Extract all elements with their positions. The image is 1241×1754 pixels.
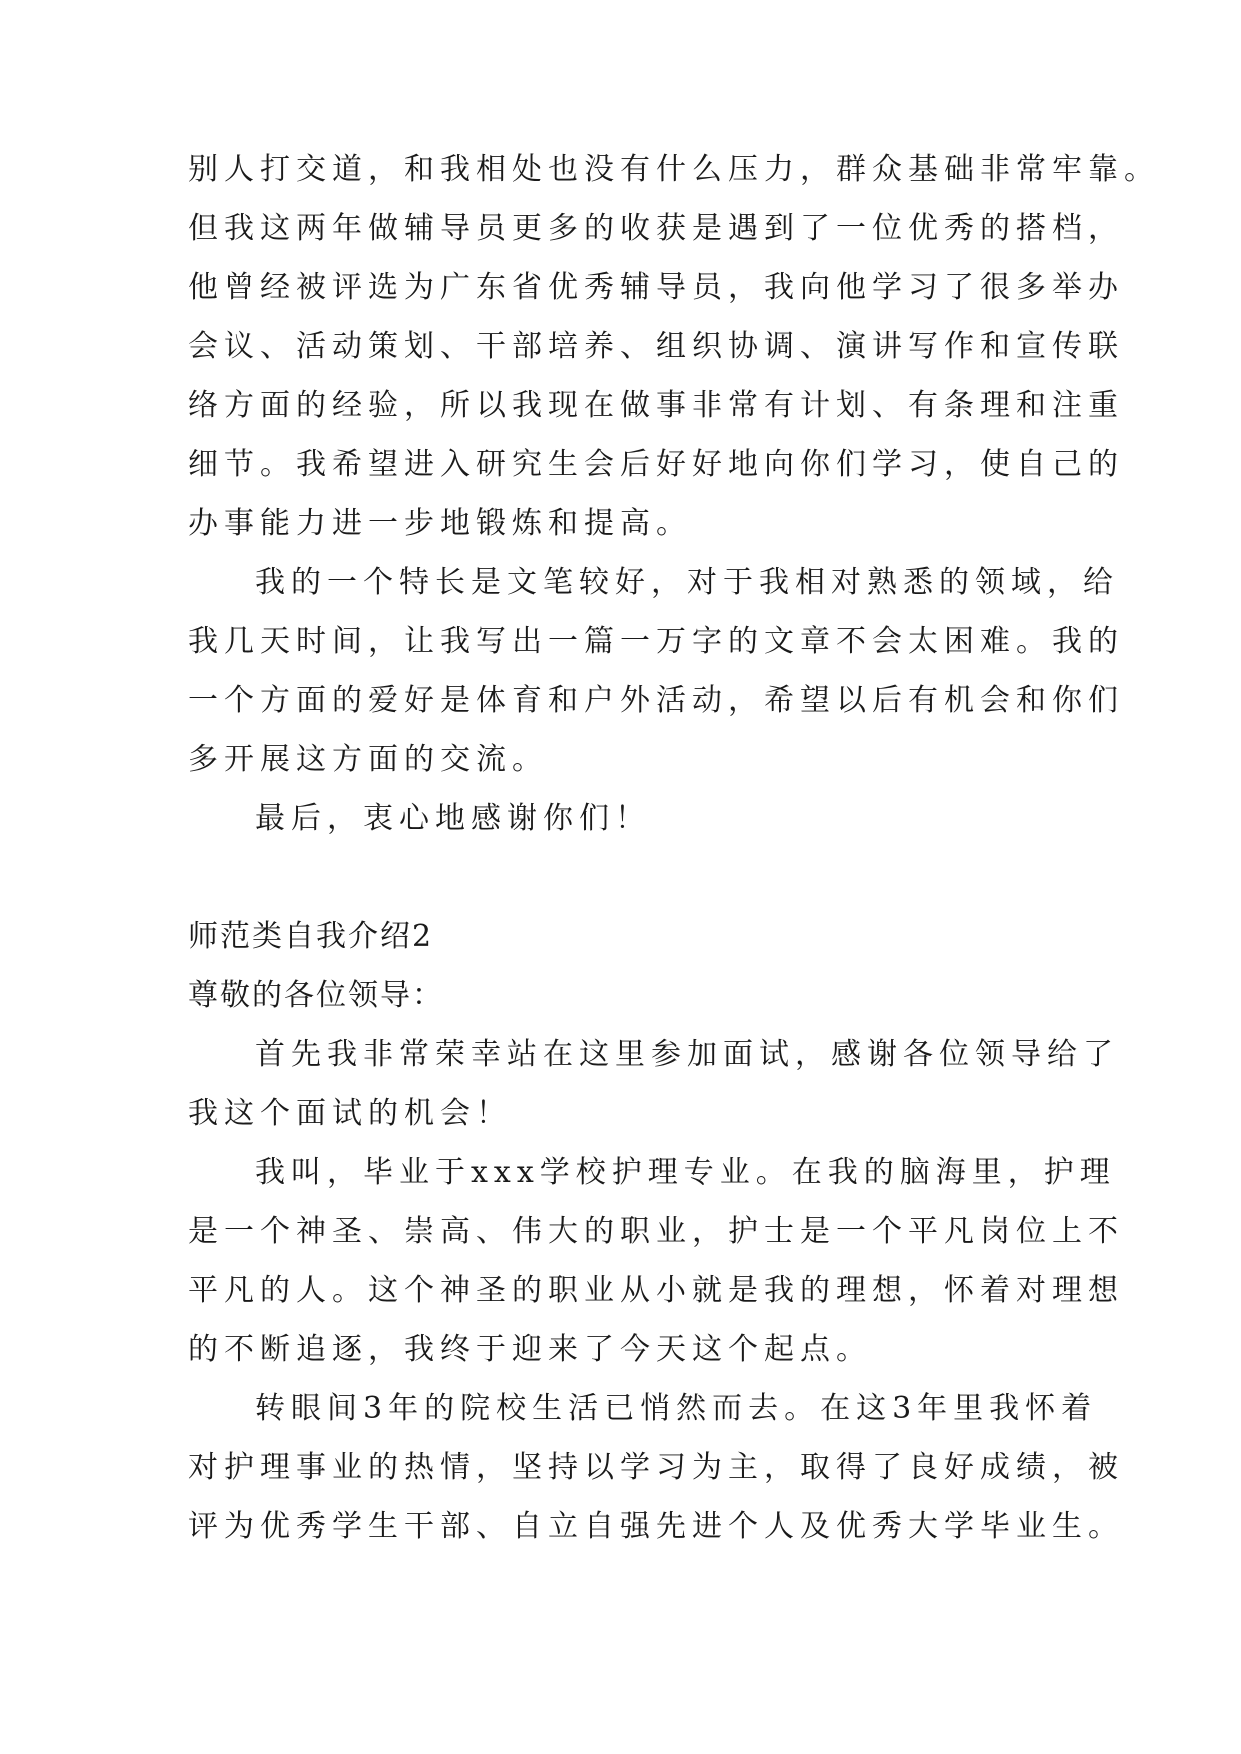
text-line: 我这个面试的机会！: [188, 1096, 512, 1131]
text-line: 络方面的经验，所以我现在做事非常有计划、有条理和注重: [188, 388, 1124, 423]
text-line: 多开展这方面的交流。: [188, 742, 548, 777]
text-line: 一个方面的爱好是体育和户外活动，希望以后有机会和你们: [188, 683, 1124, 718]
text-line: 但我这两年做辅导员更多的收获是遇到了一位优秀的搭档，: [188, 211, 1124, 246]
text-line: 评为优秀学生干部、自立自强先进个人及优秀大学毕业生。: [188, 1509, 1124, 1544]
text-line: 平凡的人。这个神圣的职业从小就是我的理想，怀着对理想: [188, 1273, 1124, 1308]
text-line: 别人打交道，和我相处也没有什么压力，群众基础非常牢靠。: [188, 152, 1160, 187]
text-line: 会议、活动策划、干部培养、组织协调、演讲写作和宣传联: [188, 329, 1124, 364]
text-line: 我叫，毕业于xxx学校护理专业。在我的脑海里，护理: [255, 1155, 1116, 1190]
closing-line: 最后，衷心地感谢你们！: [255, 801, 651, 836]
text-line: 他曾经被评选为广东省优秀辅导员，我向他学习了很多举办: [188, 270, 1124, 305]
section-title: 师范类自我介绍2: [188, 919, 434, 954]
text-line: 我几天时间，让我写出一篇一万字的文章不会太困难。我的: [188, 624, 1124, 659]
salutation: 尊敬的各位领导：: [188, 978, 444, 1013]
text-line: 办事能力进一步地锻炼和提高。: [188, 506, 692, 541]
text-line: 细节。我希望进入研究生会后好好地向你们学习，使自己的: [188, 447, 1124, 482]
text-line: 转眼间3年的院校生活已悄然而去。在这3年里我怀着: [255, 1391, 1098, 1426]
text-line: 首先我非常荣幸站在这里参加面试，感谢各位领导给了: [255, 1037, 1119, 1072]
text-line: 对护理事业的热情，坚持以学习为主，取得了良好成绩，被: [188, 1450, 1124, 1485]
text-line: 是一个神圣、崇高、伟大的职业，护士是一个平凡岗位上不: [188, 1214, 1124, 1249]
text-line: 我的一个特长是文笔较好，对于我相对熟悉的领域，给: [255, 565, 1119, 600]
text-line: 的不断追逐，我终于迎来了今天这个起点。: [188, 1332, 872, 1367]
